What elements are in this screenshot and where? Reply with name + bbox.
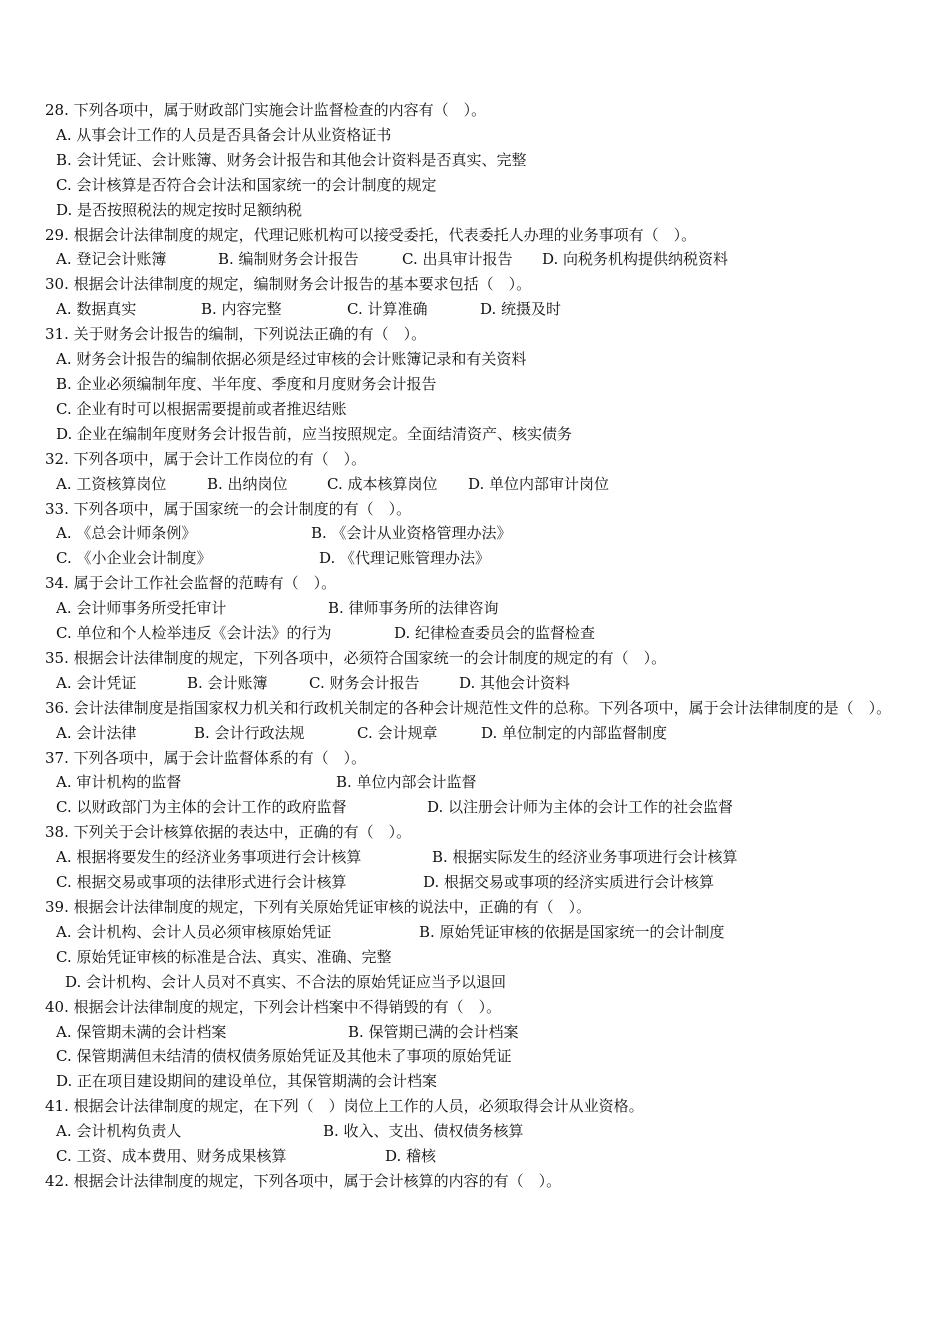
option-row: [45, 795, 910, 820]
question-stem: 29. 根据会计法律制度的规定，代理记账机构可以接受委托，代表委托人办理的业务事项有（ ）。: [45, 225, 697, 244]
option: A. 会计凭证: [56, 673, 137, 692]
option: B. 收入、支出、债权债务核算: [323, 1122, 524, 1141]
option: B. 保管期已满的会计档案: [348, 1022, 519, 1041]
option: C. 企业有时可以根据需要提前或者推迟结账: [56, 399, 347, 418]
option: B. 律师事务所的法律咨询: [328, 599, 499, 618]
option: B. 《会计从业资格管理办法》: [311, 524, 512, 543]
question-42: [45, 1169, 910, 1194]
option-row: [45, 920, 910, 945]
option: C. 工资、成本费用、财务成果核算: [56, 1147, 287, 1166]
option-row: [45, 472, 910, 497]
option: D. 根据交易或事项的经济实质进行会计核算: [423, 873, 715, 892]
option: C. 会计规章: [357, 723, 438, 742]
option: D. 统摄及时: [480, 300, 562, 319]
question-stem: 32. 下列各项中，属于会计工作岗位的有（ ）。: [45, 449, 367, 468]
option: A. 财务会计报告的编制依据必须是经过审核的会计账簿记录和有关资料: [56, 350, 527, 369]
question-stem: 31. 关于财务会计报告的编制，下列说法正确的有（ ）。: [45, 325, 427, 344]
question-38: [45, 820, 910, 895]
question-stem: 28. 下列各项中，属于财政部门实施会计监督检查的内容有（ ）。: [45, 101, 487, 119]
option: A. 审计机构的监督: [56, 773, 182, 792]
option-row: [45, 970, 910, 995]
option: A. 会计师事务所受托审计: [56, 599, 227, 618]
option: B. 原始凭证审核的依据是国家统一的会计制度: [419, 922, 725, 941]
option: B. 会计行政法规: [194, 723, 305, 742]
option: D. 以注册会计师为主体的会计工作的社会监督: [427, 798, 734, 817]
option: B. 内容完整: [201, 300, 282, 319]
option-row: [45, 148, 910, 173]
option-row: [45, 1119, 910, 1144]
option: B. 会计凭证、会计账簿、财务会计报告和其他会计资料是否真实、完整: [56, 150, 527, 169]
option-row: [45, 347, 910, 372]
option: D. 其他会计资料: [459, 673, 571, 692]
option-row: [45, 372, 910, 397]
option: B. 根据实际发生的经济业务事项进行会计核算: [432, 848, 738, 867]
question-28: [45, 98, 910, 223]
option-row: [45, 1044, 910, 1069]
question-40: [45, 995, 910, 1095]
option: D. 正在项目建设期间的建设单位，其保管期满的会计档案: [56, 1072, 438, 1091]
option-row: [45, 297, 910, 322]
option-row: [45, 397, 910, 422]
question-32: [45, 447, 910, 497]
question-stem: 35. 根据会计法律制度的规定，下列各项中，必须符合国家统一的会计制度的规定的有（ ）。: [45, 648, 667, 667]
option-row: [45, 770, 910, 795]
question-stem: 41. 根据会计法律制度的规定，在下列（ ）岗位上工作的人员，必须取得会计从业资格。: [45, 1097, 644, 1116]
option: C. 单位和个人检举违反《会计法》的行为: [56, 624, 332, 643]
option: B. 企业必须编制年度、半年度、季度和月度财务会计报告: [56, 374, 437, 393]
option: C. 保管期满但未结清的债权债务原始凭证及其他未了事项的原始凭证: [56, 1047, 512, 1066]
question-stem: 38. 下列关于会计核算依据的表达中，正确的有（ ）。: [45, 823, 412, 842]
option: B. 单位内部会计监督: [336, 773, 477, 792]
option-row: [45, 1020, 910, 1045]
option: B. 编制财务会计报告: [218, 250, 359, 269]
option: C. 出具审计报告: [402, 250, 513, 269]
option: D. 单位制定的内部监督制度: [481, 723, 668, 742]
option-row: [45, 945, 910, 970]
question-34: [45, 571, 910, 646]
question-list: [45, 98, 910, 1194]
question-29: [45, 223, 910, 273]
option: B. 会计账簿: [187, 673, 268, 692]
option: D. 会计机构、会计人员对不真实、不合法的原始凭证应当予以退回: [65, 972, 507, 991]
option: A. 工资核算岗位: [56, 474, 167, 493]
option-row: [45, 521, 910, 546]
option: A. 会计机构、会计人员必须审核原始凭证: [56, 922, 332, 941]
question-39: [45, 895, 910, 995]
option: D. 纪律检查委员会的监督检查: [394, 624, 596, 643]
option: C. 会计核算是否符合会计法和国家统一的会计制度的规定: [56, 175, 437, 194]
option: C. 原始凭证审核的标准是合法、真实、准确、完整: [56, 947, 392, 966]
option-row: [45, 173, 910, 198]
option: D. 《代理记账管理办法》: [319, 549, 491, 568]
option: A. 《总会计师条例》: [56, 524, 197, 543]
option: A. 登记会计账簿: [56, 250, 167, 269]
option-row: [45, 123, 910, 148]
question-stem: 42. 根据会计法律制度的规定，下列各项中，属于会计核算的内容的有（ ）。: [45, 1171, 562, 1190]
option: A. 根据将要发生的经济业务事项进行会计核算: [56, 848, 362, 867]
question-stem: 33. 下列各项中，属于国家统一的会计制度的有（ ）。: [45, 499, 412, 518]
question-33: [45, 497, 910, 572]
option: C. 计算准确: [347, 300, 428, 319]
option: C. 财务会计报告: [309, 673, 420, 692]
question-stem: 34. 属于会计工作社会监督的范畴有（ ）。: [45, 574, 337, 593]
option: A. 从事会计工作的人员是否具备会计从业资格证书: [56, 125, 392, 144]
option: D. 向税务机构提供纳税资料: [542, 250, 729, 269]
option: C. 《小企业会计制度》: [56, 549, 212, 568]
option-row: [45, 845, 910, 870]
option-row: [45, 546, 910, 571]
option-row: [45, 1144, 910, 1169]
option-row: [45, 596, 910, 621]
option-row: [45, 721, 910, 746]
option: D. 企业在编制年度财务会计报告前，应当按照规定。全面结清资产、核实债务: [56, 424, 573, 443]
option: D. 单位内部审计岗位: [468, 474, 610, 493]
question-35: [45, 646, 910, 696]
option: C. 成本核算岗位: [327, 474, 438, 493]
option-row: [45, 247, 910, 272]
question-stem: 37. 下列各项中，属于会计监督体系的有（ ）。: [45, 748, 367, 767]
option: B. 出纳岗位: [207, 474, 288, 493]
question-36: [45, 696, 910, 746]
question-stem: 30. 根据会计法律制度的规定，编制财务会计报告的基本要求包括（ ）。: [45, 275, 532, 294]
question-37: [45, 746, 910, 821]
option-row: [45, 198, 910, 223]
question-stem: 36. 会计法律制度是指国家权力机关和行政机关制定的各种会计规范性文件的总称。下列各项中，属于会计法律制度的是（ ）。: [45, 698, 892, 717]
option-row: [45, 671, 910, 696]
option: D. 稽核: [385, 1147, 437, 1166]
option: A. 数据真实: [56, 300, 137, 319]
question-41: [45, 1094, 910, 1169]
option-row: [45, 422, 910, 447]
option: D. 是否按照税法的规定按时足额纳税: [56, 200, 303, 219]
option-row: [45, 621, 910, 646]
option: C. 根据交易或事项的法律形式进行会计核算: [56, 873, 347, 892]
question-stem: 40. 根据会计法律制度的规定，下列会计档案中不得销毁的有（ ）。: [45, 997, 502, 1016]
option: A. 保管期未满的会计档案: [56, 1022, 227, 1041]
option-row: [45, 1069, 910, 1094]
option-row: [45, 870, 910, 895]
option: A. 会计机构负责人: [56, 1122, 182, 1141]
option: C. 以财政部门为主体的会计工作的政府监督: [56, 798, 347, 817]
question-31: [45, 322, 910, 447]
question-stem: 39. 根据会计法律制度的规定，下列有关原始凭证审核的说法中，正确的有（ ）。: [45, 898, 592, 916]
question-30: [45, 272, 910, 322]
option: A. 会计法律: [56, 723, 137, 742]
